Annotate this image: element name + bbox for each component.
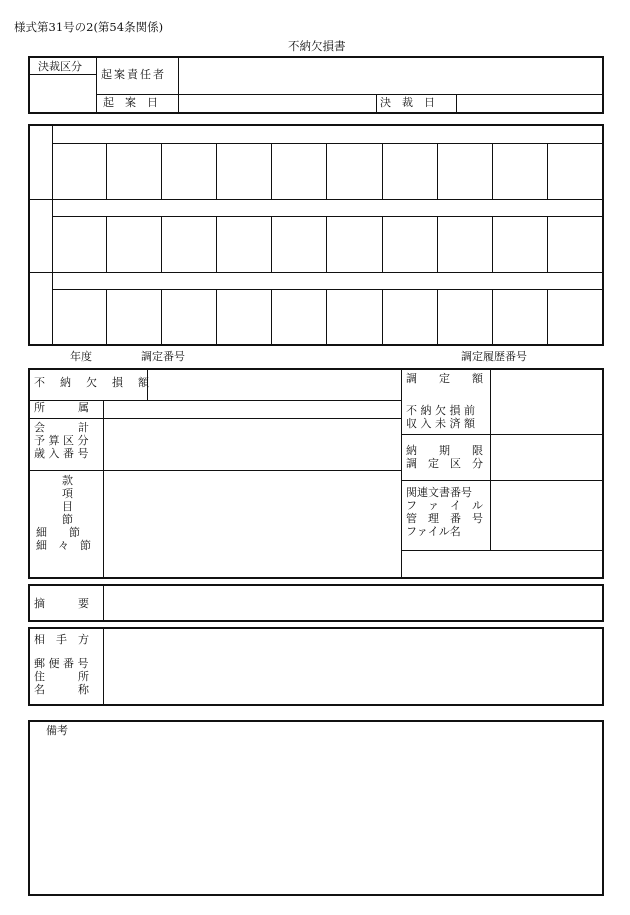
- decision-date-label: 決 裁 日: [380, 96, 435, 109]
- stamp-cell[interactable]: [161, 289, 216, 344]
- prior-loss-label: 不 納 欠 損 前: [406, 404, 475, 417]
- stamp-cell[interactable]: [492, 289, 547, 344]
- drafter-label: 起案責任者: [101, 68, 166, 81]
- file-label: フ ァ イ ル: [406, 499, 483, 512]
- draft-date-label: 起 案 日: [103, 96, 158, 109]
- setsu-label: 節: [62, 513, 73, 526]
- stamp-cell[interactable]: [52, 289, 106, 344]
- adjusted-amount-field[interactable]: [490, 370, 602, 432]
- kan-label: 款: [62, 474, 73, 487]
- account-field[interactable]: [103, 417, 398, 467]
- fiscal-year-label: 年度: [70, 350, 92, 363]
- stamp-cell[interactable]: [216, 143, 271, 199]
- decision-date-field[interactable]: [457, 94, 602, 112]
- stamp-cell[interactable]: [161, 143, 216, 199]
- stamp-cell[interactable]: [326, 143, 381, 199]
- stamp-cell[interactable]: [161, 216, 216, 272]
- party-address-labels: [34, 657, 89, 696]
- stamp-cell[interactable]: [326, 216, 381, 272]
- related-document-number-label: 関連文書番号: [406, 486, 472, 499]
- stamp-cell[interactable]: [106, 143, 161, 199]
- department-field[interactable]: [103, 399, 398, 416]
- management-number-label: 管 理 番 号: [406, 512, 483, 525]
- stamp-cell[interactable]: [437, 289, 492, 344]
- budget-category-label: 予 算 区 分: [34, 434, 89, 447]
- address-label: 住 所: [34, 670, 89, 683]
- adjustment-number-label: 調定番号: [141, 350, 185, 363]
- stamp-cell[interactable]: [216, 289, 271, 344]
- related-document-labels: [406, 486, 483, 538]
- form-number: 様式第31号の2(第54条関係): [14, 20, 164, 34]
- drafter-field[interactable]: [177, 58, 602, 92]
- loss-amount-field[interactable]: [147, 370, 398, 398]
- summary-label: 摘 要: [34, 597, 89, 610]
- stamp-cell[interactable]: [106, 289, 161, 344]
- payment-deadline-label: 納 期 限: [406, 444, 483, 457]
- stamp-cell[interactable]: [106, 216, 161, 272]
- adjustment-category-label: 調 定 区 分: [406, 457, 483, 470]
- postal-code-label: 郵 便 番 号: [34, 657, 89, 670]
- department-label: 所 属: [34, 401, 89, 414]
- stamp-cell[interactable]: [547, 289, 602, 344]
- prior-balance-labels: [406, 404, 475, 430]
- stamp-cell[interactable]: [437, 143, 492, 199]
- budget-item-labels: [36, 474, 98, 552]
- moku-label: 目: [62, 500, 73, 513]
- adjusted-amount-label: 調 定 額: [406, 372, 483, 385]
- remarks-label: 備考: [46, 724, 68, 737]
- stamp-cell[interactable]: [382, 289, 437, 344]
- stamp-cell[interactable]: [382, 216, 437, 272]
- loss-amount-label: 不 納 欠 損 額: [34, 376, 151, 389]
- stamp-cell[interactable]: [271, 143, 326, 199]
- stamp-cell[interactable]: [492, 143, 547, 199]
- decision-category-label: 決裁区分: [38, 60, 82, 73]
- stamp-grid: [28, 124, 604, 346]
- stamp-cell[interactable]: [492, 216, 547, 272]
- deadline-labels: [406, 444, 483, 470]
- kou-label: 項: [62, 487, 73, 500]
- adjustment-history-number-label: 調定履歴番号: [461, 350, 527, 363]
- stamp-cell[interactable]: [52, 216, 106, 272]
- name-label: 名 称: [34, 683, 89, 696]
- counterparty-label: 相 手 方: [34, 633, 89, 646]
- file-name-label: ファイル名: [406, 525, 461, 538]
- stamp-cell[interactable]: [437, 216, 492, 272]
- form-title: 不納欠損書: [288, 39, 346, 53]
- stamp-cell[interactable]: [547, 143, 602, 199]
- budget-item-field[interactable]: [103, 469, 398, 575]
- uncollected-balance-label: 収 入 未 済 額: [406, 417, 475, 430]
- stamp-cell[interactable]: [216, 216, 271, 272]
- summary-field[interactable]: [103, 586, 602, 620]
- account-labels: [34, 421, 89, 460]
- account-label: 会 計: [34, 421, 89, 434]
- deadline-field[interactable]: [490, 434, 602, 478]
- saisaisetsu-label: 細 々 節: [36, 539, 91, 552]
- stamp-cell[interactable]: [271, 216, 326, 272]
- related-document-field[interactable]: [490, 480, 602, 548]
- remarks-block[interactable]: [28, 720, 604, 896]
- stamp-cell[interactable]: [547, 216, 602, 272]
- stamp-cell[interactable]: [271, 289, 326, 344]
- saisetsu-label: 細 節: [36, 526, 80, 539]
- draft-date-field[interactable]: [177, 94, 374, 112]
- stamp-cell[interactable]: [382, 143, 437, 199]
- revenue-number-label: 歳 入 番 号: [34, 447, 89, 460]
- party-field[interactable]: [103, 629, 602, 704]
- stamp-cell[interactable]: [326, 289, 381, 344]
- stamp-cell[interactable]: [52, 143, 106, 199]
